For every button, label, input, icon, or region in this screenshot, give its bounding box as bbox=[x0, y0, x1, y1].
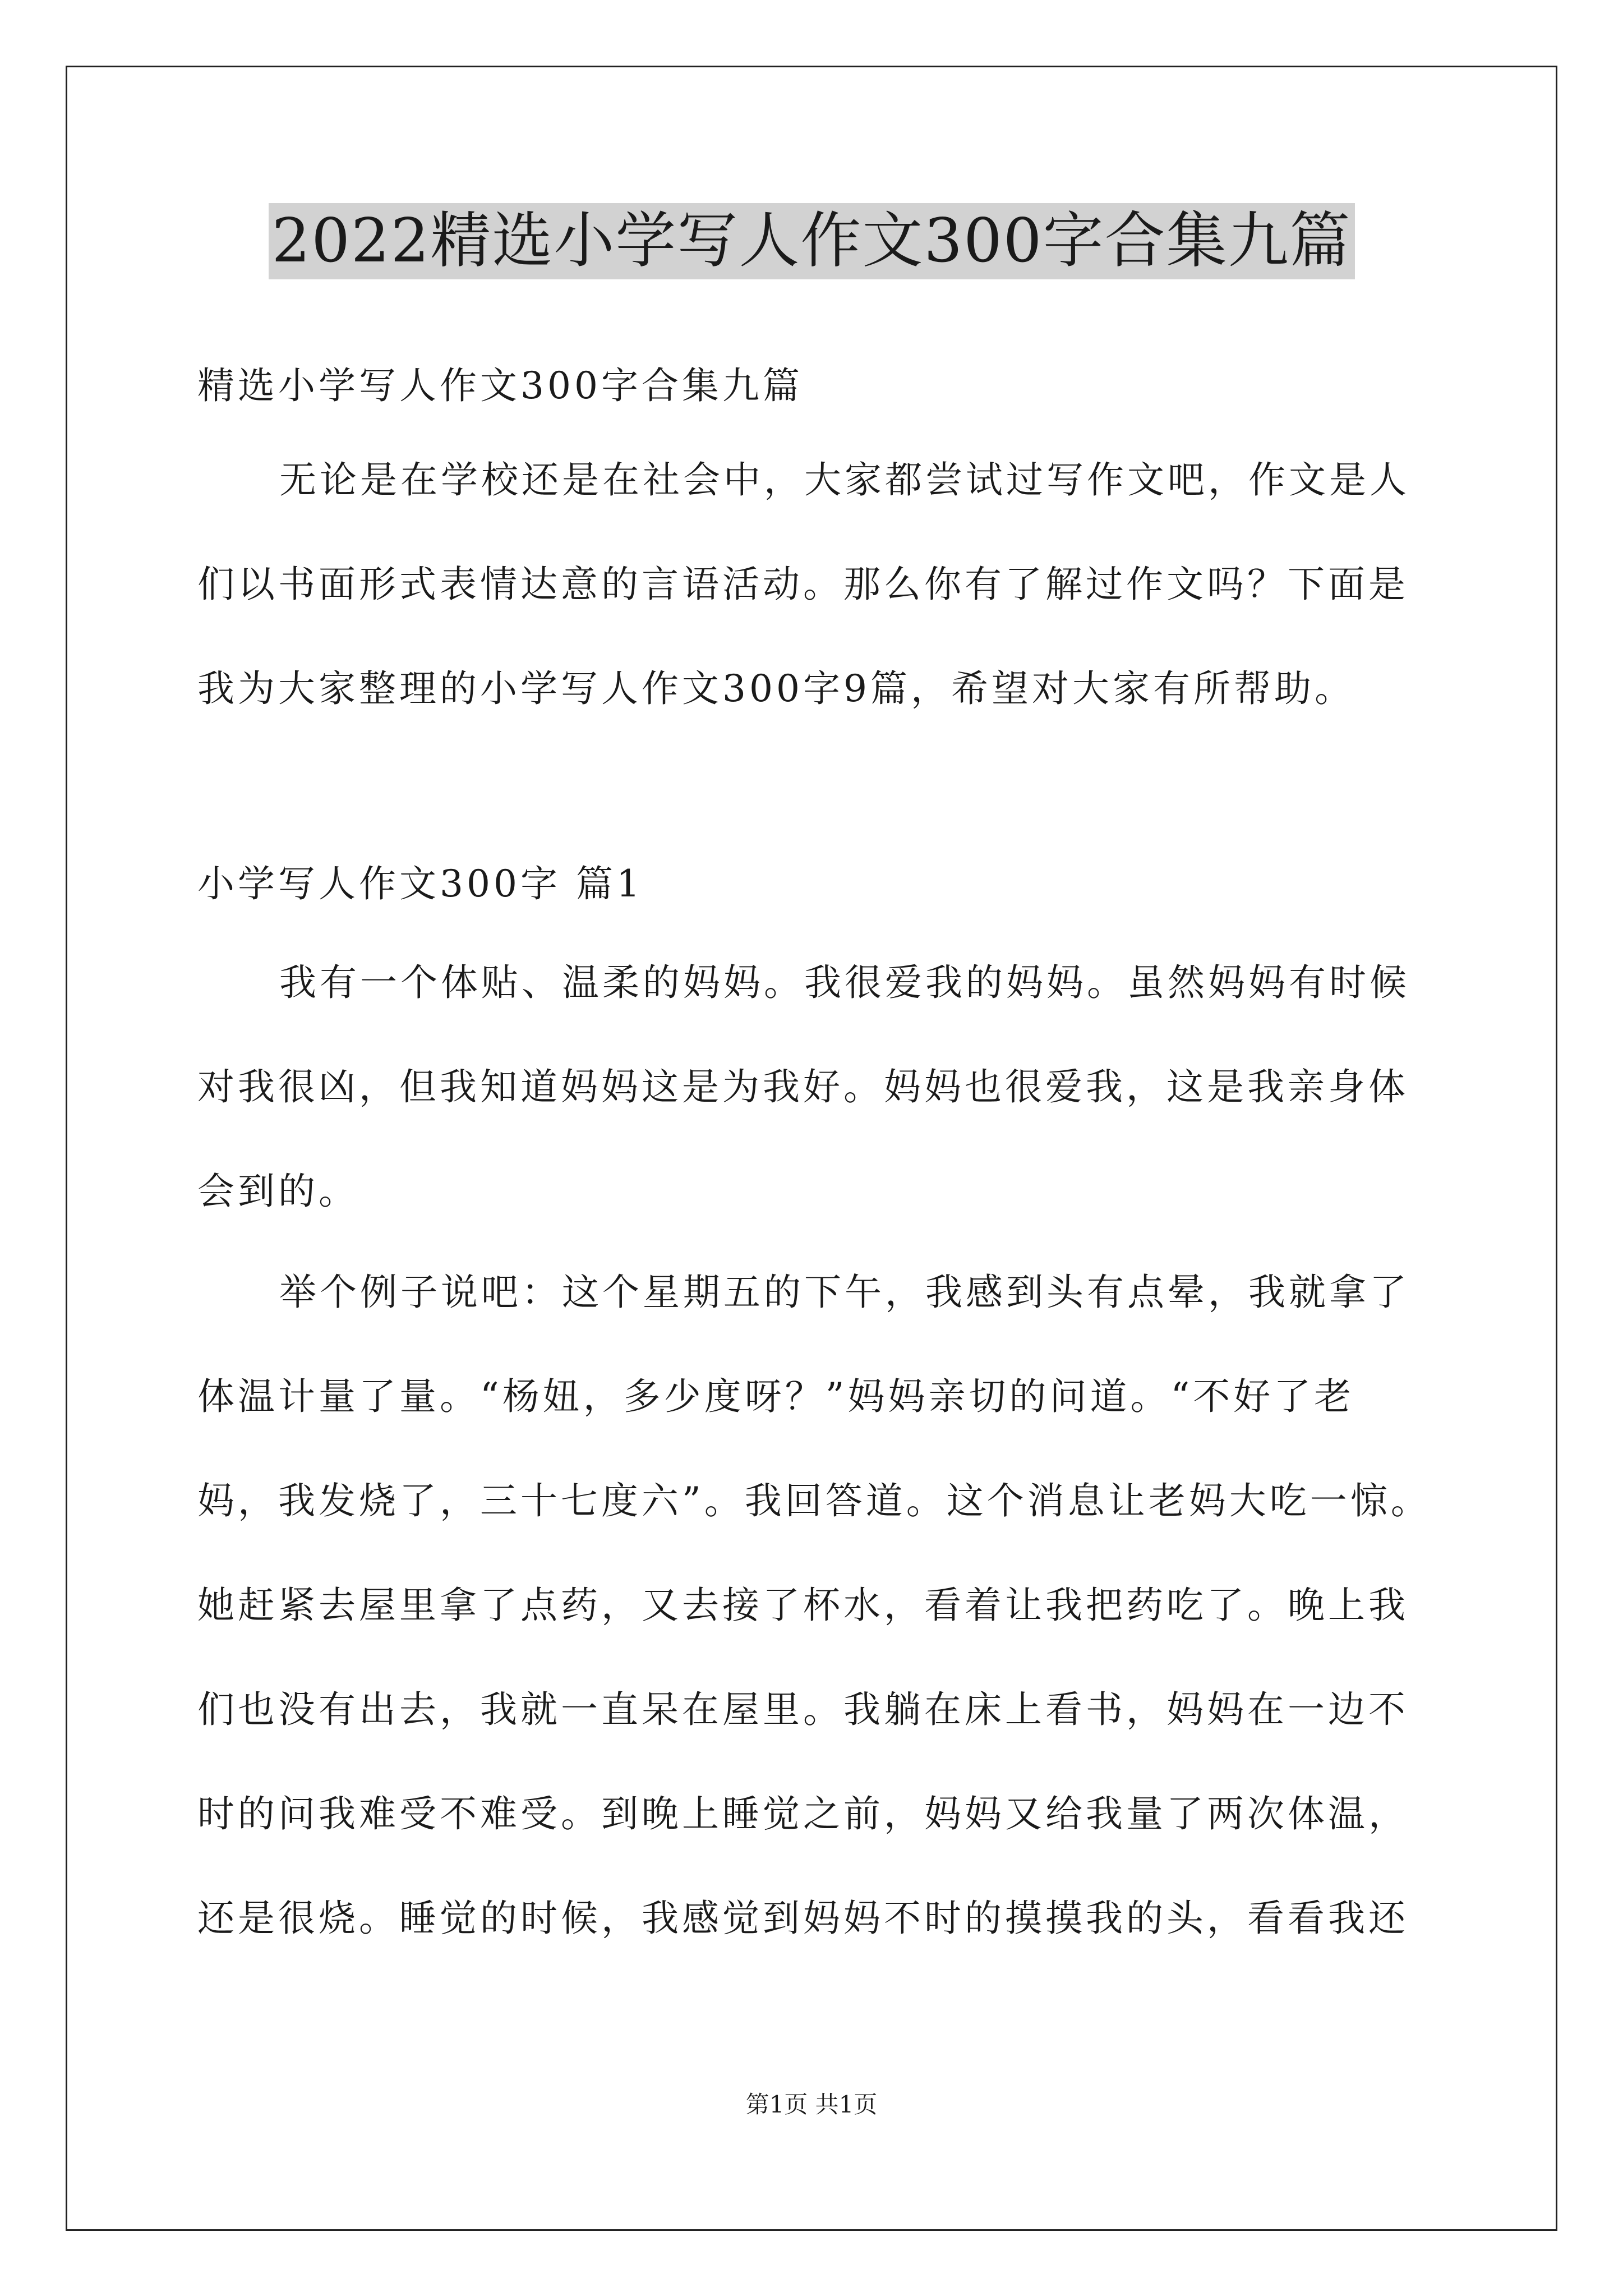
paragraph-line: 她赶紧去屋里拿了点药，又去接了杯水，看着让我把药吃了。晚上我 bbox=[197, 1584, 1409, 1627]
intro-paragraph bbox=[197, 453, 1431, 716]
paragraph bbox=[197, 956, 1431, 1218]
paragraph-line: 体温计量了量。“杨妞，多少度呀？”妈妈亲切的问道。“不好了老 bbox=[197, 1375, 1355, 1418]
paragraph-line: 会到的。 bbox=[197, 1170, 359, 1213]
paragraph-line: 妈，我发烧了，三十七度六”。我回答道。这个消息让老妈大吃一惊。 bbox=[197, 1479, 1431, 1522]
paragraph-line: 们也没有出去，我就一直呆在屋里。我躺在床上看书，妈妈在一边不 bbox=[197, 1688, 1409, 1731]
document-title bbox=[0, 203, 1623, 279]
paragraph bbox=[197, 1266, 1431, 1945]
section-heading: 小学写人作文300字 篇1 bbox=[197, 862, 643, 905]
document-subtitle: 精选小学写人作文300字合集九篇 bbox=[197, 364, 803, 407]
paragraph-line: 我有一个体贴、温柔的妈妈。我很爱我的妈妈。虽然妈妈有时候 bbox=[279, 961, 1410, 1004]
intro-line: 们以书面形式表情达意的言语活动。那么你有了解过作文吗？下面是 bbox=[197, 563, 1409, 606]
document-title-text: 2022精选小学写人作文300字合集九篇 bbox=[269, 203, 1355, 279]
paragraph-line: 时的问我难受不难受。到晚上睡觉之前，妈妈又给我量了两次体温， bbox=[197, 1792, 1409, 1835]
paragraph-line: 还是很烧。睡觉的时候，我感觉到妈妈不时的摸摸我的头，看看我还 bbox=[197, 1897, 1409, 1940]
paragraph-line: 对我很凶，但我知道妈妈这是为我好。妈妈也很爱我，这是我亲身体 bbox=[197, 1065, 1409, 1108]
page-footer: 第1页 共1页 bbox=[745, 2091, 878, 2118]
intro-line: 我为大家整理的小学写人作文300字9篇，希望对大家有所帮助。 bbox=[197, 667, 1355, 710]
document-body bbox=[197, 314, 1431, 1945]
paragraph-line: 举个例子说吧：这个星期五的下午，我感到头有点晕，我就拿了 bbox=[279, 1271, 1410, 1314]
intro-line: 无论是在学校还是在社会中，大家都尝试过写作文吧，作文是人 bbox=[279, 458, 1410, 501]
